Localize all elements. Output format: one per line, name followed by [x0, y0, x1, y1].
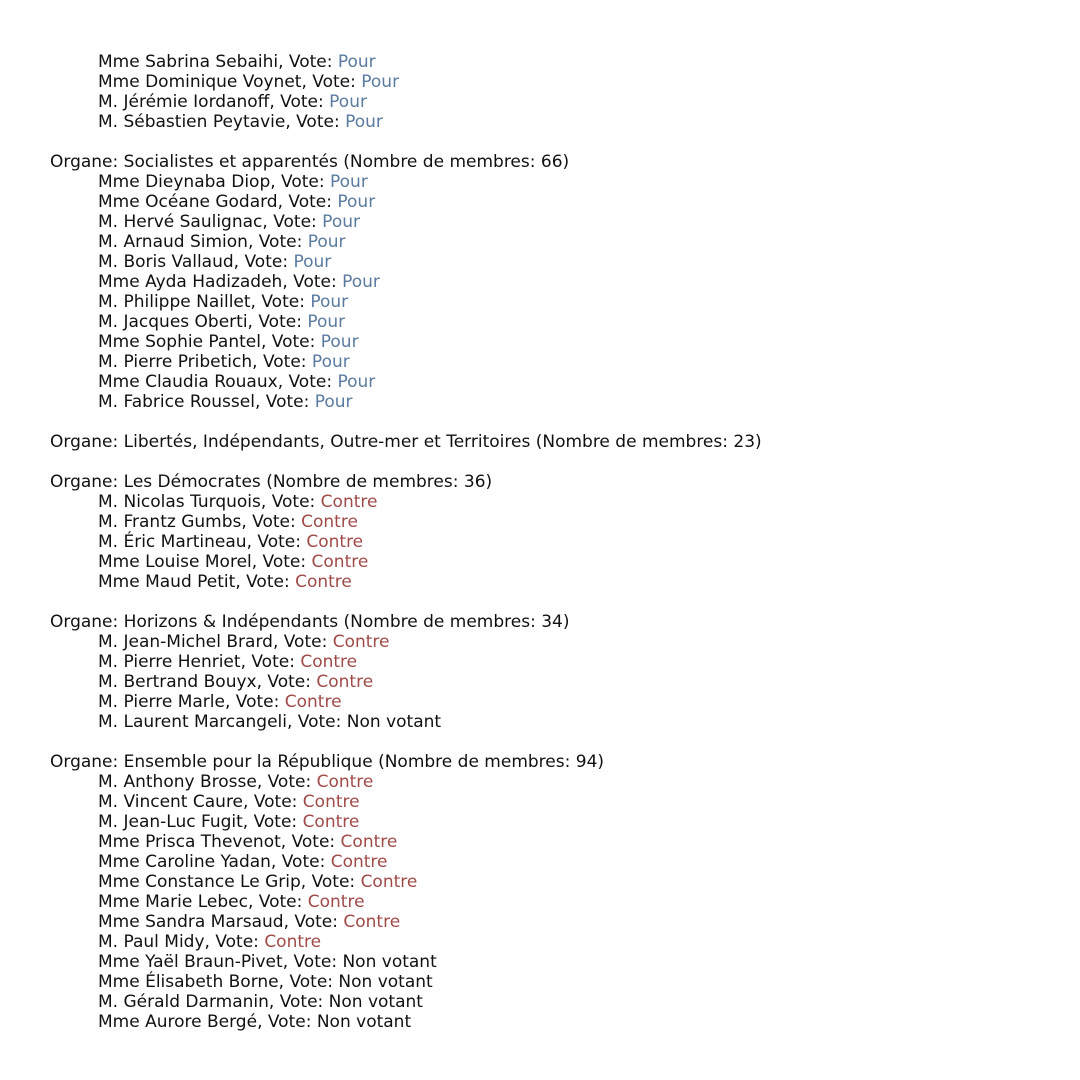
- vote-value: Pour: [322, 212, 360, 232]
- vote-value: Contre: [301, 512, 358, 532]
- deputy-row: [50, 72, 762, 92]
- deputy-name: Mme Caroline Yadan: [98, 852, 271, 872]
- vote-value: Contre: [343, 912, 401, 932]
- vote-value: Pour: [342, 272, 380, 292]
- vote-separator: , Vote:: [204, 932, 265, 952]
- vote-separator: , Vote:: [270, 852, 331, 872]
- deputy-row: [50, 772, 762, 792]
- vote-separator: , Vote:: [282, 952, 343, 972]
- vote-value: Non votant: [342, 952, 437, 972]
- deputy-row: [50, 792, 762, 812]
- deputy-name: Mme Claudia Rouaux: [98, 372, 278, 392]
- deputy-name: Mme Sabrina Sebaihi: [98, 52, 279, 72]
- vote-value: Contre: [264, 932, 322, 952]
- vote-value: Pour: [329, 92, 367, 112]
- deputy-row: [50, 112, 762, 132]
- deputy-row: [50, 852, 762, 872]
- group-heading: [50, 752, 762, 772]
- deputy-row: [50, 912, 762, 932]
- deputy-name: Mme Louise Morel: [98, 552, 252, 572]
- vote-value: Pour: [337, 372, 376, 392]
- deputy-row: [50, 172, 762, 192]
- vote-separator: , Vote:: [269, 92, 330, 112]
- deputy-name: M. Frantz Gumbs: [98, 512, 242, 532]
- organe-prefix: Organe:: [50, 472, 124, 492]
- members-suffix: ): [597, 752, 605, 772]
- organe-prefix: Organe:: [50, 432, 124, 452]
- deputy-name: M. Vincent Caure: [98, 792, 244, 812]
- vote-separator: , Vote:: [260, 332, 321, 352]
- vote-value: Contre: [311, 552, 369, 572]
- deputy-name: M. Pierre Marle: [98, 692, 225, 712]
- organe-prefix: Organe:: [50, 152, 124, 172]
- members-prefix: (Nombre de membres:: [530, 432, 734, 452]
- vote-value: Contre: [316, 772, 374, 792]
- deputy-row: [50, 652, 762, 672]
- vote-separator: , Vote:: [242, 812, 303, 832]
- vote-value: Contre: [295, 572, 352, 592]
- organe-prefix: Organe:: [50, 752, 124, 772]
- vote-separator: , Vote:: [254, 392, 315, 412]
- deputy-row: [50, 192, 762, 212]
- vote-value: Pour: [320, 332, 359, 352]
- group-spacer: [50, 132, 762, 152]
- deputy-name: Mme Aurore Bergé: [98, 1012, 258, 1032]
- vote-separator: , Vote:: [283, 912, 344, 932]
- vote-value: Pour: [345, 112, 383, 132]
- vote-value: Contre: [316, 672, 374, 692]
- members-prefix: (Nombre de membres:: [337, 152, 541, 172]
- vote-separator: , Vote:: [268, 992, 329, 1012]
- vote-separator: , Vote:: [247, 312, 308, 332]
- deputy-row: [50, 312, 762, 332]
- vote-list-document: [50, 52, 762, 1032]
- deputy-name: M. Pierre Pribetich: [98, 352, 253, 372]
- organe-name: Libertés, Indépendants, Outre-mer et Territoires: [123, 432, 531, 452]
- deputy-name: M. Hervé Saulignac: [98, 212, 263, 232]
- deputy-name: M. Jacques Oberti: [98, 312, 248, 332]
- vote-value: Non votant: [316, 1012, 412, 1032]
- vote-separator: , Vote:: [251, 552, 312, 572]
- deputy-name: M. Philippe Naillet: [98, 292, 251, 312]
- deputy-name: M. Éric Martineau: [98, 532, 247, 552]
- deputy-name: Mme Maud Petit: [98, 572, 236, 592]
- vote-separator: , Vote:: [301, 72, 362, 92]
- members-count: 23: [733, 432, 756, 452]
- organe-name: Socialistes et apparentés: [123, 152, 338, 172]
- vote-separator: , Vote:: [285, 112, 346, 132]
- deputy-name: Mme Yaël Braun-Pivet: [98, 952, 283, 972]
- organe-name: Les Démocrates: [123, 472, 261, 492]
- deputy-name: M. Jean-Luc Fugit: [98, 812, 243, 832]
- deputy-row: [50, 492, 762, 512]
- group-heading: [50, 432, 762, 452]
- vote-value: Contre: [300, 652, 358, 672]
- vote-separator: , Vote:: [246, 532, 307, 552]
- vote-separator: , Vote:: [280, 832, 341, 852]
- members-count: 66: [540, 152, 563, 172]
- deputy-row: [50, 392, 762, 412]
- vote-value: Pour: [337, 52, 376, 72]
- vote-value: Non votant: [338, 972, 433, 992]
- deputy-row: [50, 232, 762, 252]
- vote-value: Contre: [330, 852, 388, 872]
- vote-separator: , Vote:: [257, 1012, 317, 1032]
- deputy-row: [50, 52, 762, 72]
- deputy-name: Mme Élisabeth Borne: [98, 972, 279, 992]
- vote-separator: , Vote:: [272, 632, 333, 652]
- vote-value: Pour: [293, 252, 332, 272]
- deputy-row: [50, 892, 762, 912]
- deputy-name: Mme Océane Godard: [98, 192, 278, 212]
- group-heading: [50, 472, 762, 492]
- deputy-row: [50, 832, 762, 852]
- deputy-row: [50, 632, 762, 652]
- deputy-name: M. Sébastien Peytavie: [98, 112, 286, 132]
- vote-separator: , Vote:: [277, 192, 338, 212]
- vote-separator: , Vote:: [240, 652, 301, 672]
- deputy-row: [50, 532, 762, 552]
- deputy-row: [50, 372, 762, 392]
- members-count: 34: [541, 612, 563, 632]
- vote-value: Pour: [307, 232, 346, 252]
- group-spacer: [50, 452, 762, 472]
- organe-name: Horizons & Indépendants: [123, 612, 339, 632]
- vote-separator: , Vote:: [287, 712, 347, 732]
- organe-name: Ensemble pour la République: [123, 752, 373, 772]
- deputy-name: M. Gérald Darmanin: [98, 992, 269, 1012]
- vote-separator: , Vote:: [270, 172, 331, 192]
- members-prefix: (Nombre de membres:: [260, 472, 464, 492]
- vote-value: Contre: [302, 812, 360, 832]
- vote-value: Non votant: [346, 712, 442, 732]
- vote-value: Contre: [360, 872, 418, 892]
- deputy-name: M. Nicolas Turquois: [98, 492, 261, 512]
- deputy-name: Mme Prisca Thevenot: [98, 832, 281, 852]
- members-suffix: ): [755, 432, 762, 452]
- vote-value: Pour: [311, 352, 350, 372]
- vote-separator: , Vote:: [243, 792, 303, 812]
- members-suffix: ): [485, 472, 493, 492]
- deputy-row: [50, 872, 762, 892]
- vote-separator: , Vote:: [282, 272, 343, 292]
- deputy-name: Mme Ayda Hadizadeh: [98, 272, 283, 292]
- deputy-row: [50, 332, 762, 352]
- vote-separator: , Vote:: [260, 492, 321, 512]
- vote-separator: , Vote:: [278, 972, 339, 992]
- members-prefix: (Nombre de membres:: [372, 752, 576, 772]
- group-heading: [50, 612, 762, 632]
- group-heading: [50, 152, 762, 172]
- deputy-name: Mme Sophie Pantel: [98, 332, 261, 352]
- vote-value: Pour: [307, 312, 346, 332]
- group-spacer: [50, 412, 762, 432]
- members-count: 94: [575, 752, 598, 772]
- vote-separator: , Vote:: [262, 212, 323, 232]
- members-prefix: (Nombre de membres:: [338, 612, 542, 632]
- organe-prefix: Organe:: [50, 612, 124, 632]
- vote-separator: , Vote:: [277, 372, 338, 392]
- vote-separator: , Vote:: [300, 872, 361, 892]
- deputy-row: [50, 712, 762, 732]
- deputy-name: Mme Dieynaba Diop: [98, 172, 271, 192]
- deputy-row: [50, 352, 762, 372]
- vote-separator: , Vote:: [247, 232, 308, 252]
- members-count: 36: [463, 472, 486, 492]
- deputy-row: [50, 212, 762, 232]
- deputy-row: [50, 952, 762, 972]
- vote-value: Contre: [307, 892, 365, 912]
- vote-separator: , Vote:: [235, 572, 296, 592]
- deputy-name: M. Arnaud Simion: [98, 232, 248, 252]
- vote-value: Pour: [361, 72, 400, 92]
- deputy-row: [50, 292, 762, 312]
- deputy-row: [50, 252, 762, 272]
- deputy-name: M. Bertrand Bouyx: [98, 672, 257, 692]
- vote-separator: , Vote:: [252, 352, 312, 372]
- deputy-name: M. Jérémie Iordanoff: [98, 92, 270, 112]
- vote-value: Contre: [302, 792, 360, 812]
- deputy-name: M. Pierre Henriet: [98, 652, 241, 672]
- vote-separator: , Vote:: [256, 772, 317, 792]
- deputy-row: [50, 92, 762, 112]
- deputy-row: [50, 512, 762, 532]
- deputy-name: Mme Constance Le Grip: [98, 872, 301, 892]
- deputy-row: [50, 572, 762, 592]
- deputy-row: [50, 552, 762, 572]
- members-suffix: ): [562, 612, 570, 632]
- vote-separator: , Vote:: [278, 52, 338, 72]
- vote-separator: , Vote:: [241, 512, 302, 532]
- members-suffix: ): [562, 152, 570, 172]
- deputy-name: M. Fabrice Roussel: [98, 392, 255, 412]
- deputy-row: [50, 972, 762, 992]
- vote-value: Contre: [320, 492, 378, 512]
- vote-value: Pour: [337, 192, 376, 212]
- vote-separator: , Vote:: [247, 892, 308, 912]
- vote-value: Contre: [332, 632, 390, 652]
- deputy-name: M. Anthony Brosse: [98, 772, 257, 792]
- deputy-row: [50, 672, 762, 692]
- deputy-name: Mme Dominique Voynet: [98, 72, 302, 92]
- deputy-row: [50, 812, 762, 832]
- vote-separator: , Vote:: [256, 672, 317, 692]
- deputy-row: [50, 932, 762, 952]
- group-spacer: [50, 732, 762, 752]
- vote-value: Contre: [284, 692, 342, 712]
- deputy-name: Mme Marie Lebec: [98, 892, 248, 912]
- vote-value: Pour: [310, 292, 349, 312]
- deputy-name: M. Laurent Marcangeli: [98, 712, 287, 732]
- deputy-row: [50, 1012, 762, 1032]
- vote-value: Pour: [330, 172, 368, 192]
- deputy-row: [50, 992, 762, 1012]
- vote-value: Contre: [340, 832, 398, 852]
- group-spacer: [50, 592, 762, 612]
- vote-value: Contre: [306, 532, 364, 552]
- deputy-name: M. Boris Vallaud: [98, 252, 234, 272]
- deputy-row: [50, 272, 762, 292]
- vote-separator: , Vote:: [233, 252, 294, 272]
- deputy-name: Mme Sandra Marsaud: [98, 912, 284, 932]
- deputy-row: [50, 692, 762, 712]
- vote-value: Non votant: [328, 992, 423, 1012]
- vote-separator: , Vote:: [250, 292, 311, 312]
- vote-value: Pour: [314, 392, 353, 412]
- deputy-name: M. Paul Midy: [98, 932, 205, 952]
- deputy-name: M. Jean-Michel Brard: [98, 632, 273, 652]
- vote-separator: , Vote:: [224, 692, 285, 712]
